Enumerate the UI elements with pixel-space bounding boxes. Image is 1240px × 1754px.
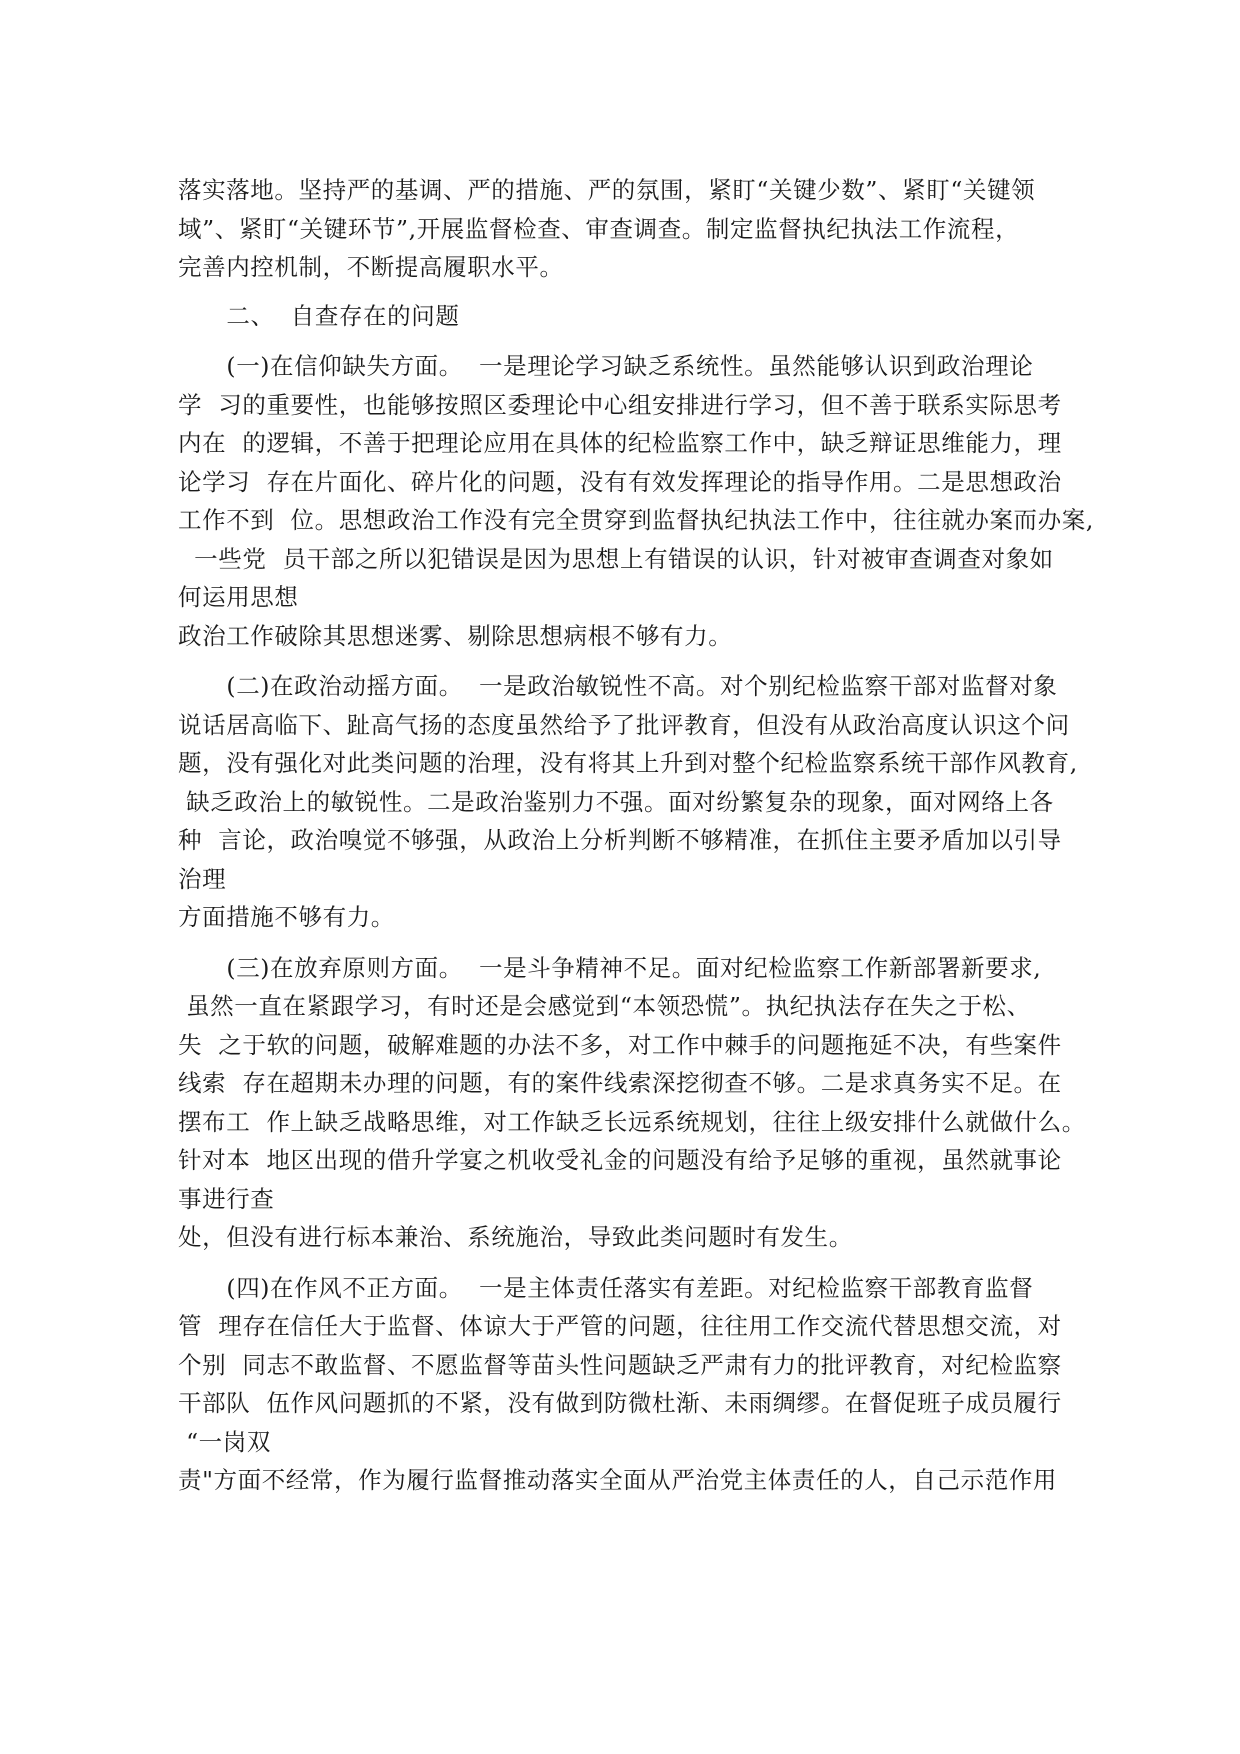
document-body — [178, 171, 1122, 1500]
text-line: 治理 — [178, 864, 227, 893]
text-line: “一岗双 — [178, 1427, 271, 1456]
text-line: 论学习 存在片面化、碎片化的问题，没有有效发挥理论的指导作用。二是思想政治 — [178, 467, 1062, 496]
text-line: 摆布工 作上缺乏战略思维，对工作缺乏长远系统规划，往往上级安排什么就做什么。 — [178, 1107, 1086, 1136]
text-line: 工作不到 位。思想政治工作没有完全贯穿到监督执纪执法工作中，往往就办案而办案, — [178, 506, 1094, 534]
text-line: 线索 存在超期未办理的问题，有的案件线索深挖彻查不够。二是求真务实不足。在 — [178, 1069, 1062, 1097]
text-line: (一)在信仰缺失方面。 一是理论学习缺乏系统性。虽然能够认识到政治理论 — [178, 352, 1034, 380]
text-line: 个别 同志不敢监督、不愿监督等苗头性问题缺乏严肃有力的批评教育，对纪检监察 — [178, 1350, 1062, 1379]
paragraph-gap — [178, 1257, 1122, 1269]
text-line: 内在 的逻辑，不善于把理论应用在具体的纪检监察工作中，缺乏辩证思维能力，理 — [178, 429, 1062, 457]
text-line: 域”、紧盯“关键环节”,开展监督检查、审查调查。制定监督执纪执法工作流程， — [178, 214, 1020, 243]
text-line: 题，没有强化对此类问题的治理，没有将其上升到对整个纪检监察系统干部作风教育, — [178, 749, 1078, 777]
text-line: (二)在政治动摇方面。 一是政治敏锐性不高。对个别纪检监察干部对监督对象 — [178, 672, 1058, 700]
text-line: 处，但没有进行标本兼治、系统施治，导致此类问题时有发生。 — [178, 1223, 853, 1251]
text-line: 一些党 员干部之所以犯错误是因为思想上有错误的认识，针对被审查调查对象如 — [178, 544, 1054, 573]
text-line: 何运用思想 — [178, 583, 299, 611]
text-line: 干部队 伍作风问题抓的不紧，没有做到防微杜渐、未雨绸缪。在督促班子成员履行 — [178, 1389, 1062, 1417]
text-line: 方面措施不够有力。 — [178, 903, 395, 931]
text-line: 虽然一直在紧跟学习，有时还是会感觉到“本领恐慌”。执纪执法存在失之于松、 — [178, 992, 1031, 1020]
text-line: 缺乏政治上的敏锐性。二是政治鉴别力不强。面对纷繁复杂的现象，面对网络上各 — [178, 787, 1054, 816]
paragraph-style — [178, 1269, 1122, 1500]
paragraph-gap — [178, 655, 1122, 667]
text-line: 责"方面不经常，作为履行监督推动落实全面从严治党主体责任的人，自己示范作用 — [178, 1466, 1058, 1494]
intro-paragraph — [178, 171, 1122, 287]
text-line: 管 理存在信任大于监督、体谅大于严管的问题，往往用工作交流代替思想交流，对 — [178, 1312, 1062, 1340]
text-line: 说话居高临下、趾高气扬的态度虽然给予了批评教育，但没有从政治高度认识这个问 — [178, 710, 1070, 739]
text-line: 二、 自查存在的问题 — [178, 301, 460, 330]
text-line: (四)在作风不正方面。 一是主体责任落实有差距。对纪检监察干部教育监督 — [178, 1273, 1034, 1302]
text-line: 完善内控机制，不断提高履职水平。 — [178, 253, 564, 281]
text-line: 学 习的重要性，也能够按照区委理论中心组安排进行学习，但不善于联系实际思考 — [178, 390, 1062, 419]
text-line: 事进行查 — [178, 1184, 275, 1213]
paragraph-gap — [178, 937, 1122, 949]
paragraph-gap — [178, 287, 1122, 297]
text-line: (三)在放弃原则方面。 一是斗争精神不足。面对纪检监察工作新部署新要求, — [178, 953, 1042, 982]
text-line: 种 言论，政治嗅觉不够强，从政治上分析判断不够精准，在抓住主要矛盾加以引导 — [178, 826, 1062, 854]
section-heading — [178, 297, 1122, 336]
paragraph-principle — [178, 949, 1122, 1257]
paragraph-politics — [178, 667, 1122, 937]
paragraph-faith — [178, 347, 1122, 655]
paragraph-gap — [178, 335, 1122, 347]
text-line: 政治工作破除其思想迷雾、剔除思想病根不够有力。 — [178, 621, 733, 650]
text-line: 落实落地。坚持严的基调、严的措施、严的氛围，紧盯“关键少数”、紧盯“关键领 — [178, 176, 1036, 204]
text-line: 失 之于软的问题，破解难题的办法不多，对工作中棘手的问题拖延不决，有些案件 — [178, 1030, 1062, 1059]
text-line: 针对本 地区出现的借升学宴之机收受礼金的问题没有给予足够的重视，虽然就事论 — [178, 1146, 1062, 1174]
